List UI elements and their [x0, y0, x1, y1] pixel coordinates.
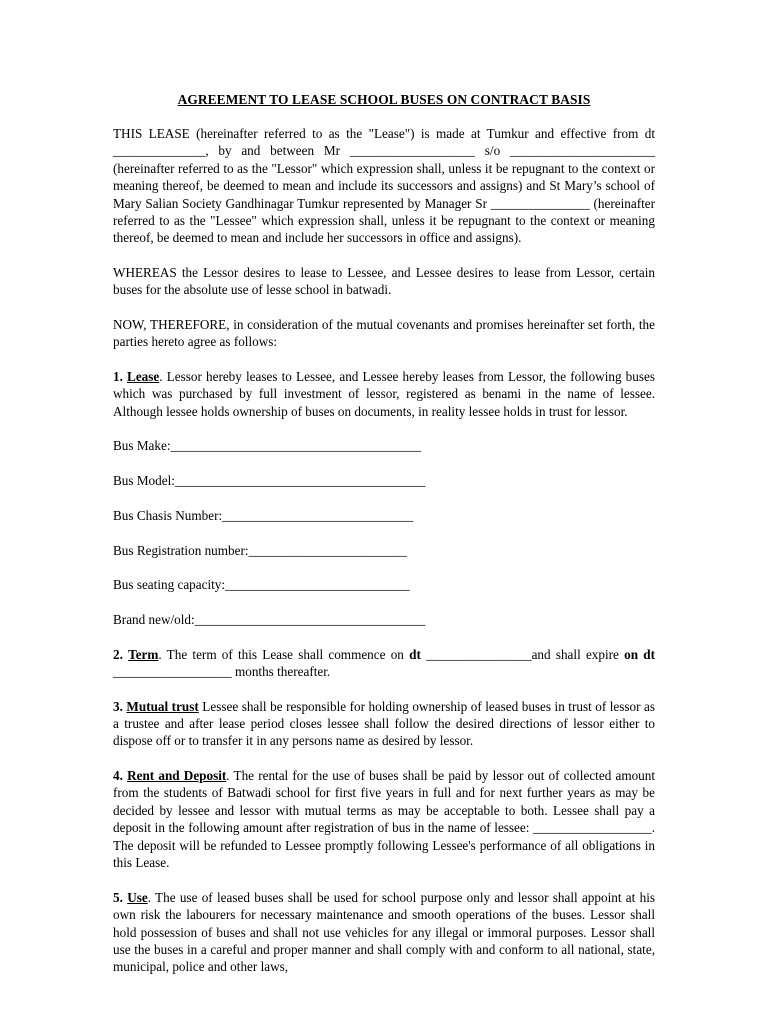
field-label: Bus Model:	[113, 473, 175, 489]
section-rent-and-deposit	[113, 767, 655, 871]
section-lease	[113, 368, 655, 420]
field-bus-registration-number	[113, 542, 655, 559]
section-number: 3.	[113, 698, 123, 714]
field-label: Bus Make:	[113, 438, 171, 454]
section-text: __________________ months thereafter.	[113, 664, 331, 680]
field-blank: ______________________________________	[174, 473, 426, 489]
field-label: Brand new/old:	[113, 611, 195, 627]
field-blank: ______________________________________	[170, 438, 422, 454]
section-number: 5.	[113, 889, 123, 905]
field-bus-make	[113, 437, 655, 454]
document-title: AGREEMENT TO LEASE SCHOOL BUSES ON CONTRACT BASIS	[177, 92, 591, 107]
whereas-paragraph: WHEREAS the Lessor desires to lease to Lessee, and Lessee desires to lease from Lessor, certain buses for the absolute use of lesse school in batwadi.	[113, 265, 655, 298]
field-label: Bus Chasis Number:	[113, 507, 223, 523]
intro-paragraph: THIS LEASE (hereinafter referred to as the "Lease") is made at Tumkur and effective from dt ______________, by and between Mr ___________________ s/o ______________________ (hereinafter referred to as the "Lessor" which expression shall, unless it be repugnant to the context or meaning thereof, be deemed to mean and include its successors and assigns) and St Mary’s school of Mary Salian Society Gandhinagar Tumkur represented by Manager Sr _______________ (hereinafter referred to as the "Lessee" which expression shall, unless it be repugnant to the context or meaning thereof, be deemed to mean and include her successors in office and assigns).	[113, 126, 655, 246]
section-heading: Lease	[127, 369, 160, 385]
section-text: . The term of this Lease shall commence on	[158, 646, 410, 662]
section-text: . Lessor hereby leases to Lessee, and Lessee hereby leases from Lessor, the following buses which was purchased by full investment of lessor, registered as benami in the name of lessee. Although lessee holds ownership of buses on documents, in reality lessee holds in trust for lessor.	[113, 369, 655, 419]
field-bus-seating-capacity	[113, 576, 655, 593]
section-text: ________________and shall expire	[420, 646, 625, 662]
section-bold-text: dt	[409, 646, 421, 662]
section-term	[113, 646, 655, 681]
section-heading: Use	[127, 889, 148, 905]
field-brand-new-old	[113, 611, 655, 628]
field-blank: _____________________________	[222, 507, 414, 523]
section-heading: Term	[128, 646, 159, 662]
field-blank: ____________________________	[225, 577, 410, 593]
section-use	[113, 889, 655, 976]
field-blank: ________________________	[248, 542, 407, 558]
section-number: 4.	[113, 768, 123, 784]
field-bus-chasis-number	[113, 507, 655, 524]
field-label: Bus Registration number:	[113, 542, 249, 558]
field-blank: ___________________________________	[194, 611, 426, 627]
section-text: . The rental for the use of buses shall be paid by lessor out of collected amount from the students of Batwadi school for first five years in full and for next further years as may be decided by lessee and lessor with mutual terms as may be acceptable to both. Lessee shall pay a deposit in the following amount after registration of bus in the name of lessee: __________________. The deposit will be refunded to Lessee promptly following Lessee's performance of all obligations in this Lease.	[113, 768, 656, 871]
field-label: Bus seating capacity:	[113, 577, 226, 593]
document-body	[113, 125, 655, 993]
section-text: . The use of leased buses shall be used for school purpose only and lessor shall appoint at his own risk the labourers for necessary maintenance and smooth operations of the buses. Lessor shall hold possession of buses and shall not use vehicles for any illegal or immoral purposes. Lessor shall use the buses in a careful and proper manner and shall comply with and conform to all national, state, municipal, police and other laws,	[113, 889, 656, 975]
now-therefore-paragraph: NOW, THEREFORE, in consideration of the mutual covenants and promises hereinafter set forth, the parties hereto agree as follows:	[113, 317, 655, 350]
section-heading: Mutual trust	[126, 698, 199, 714]
field-bus-model	[113, 472, 655, 489]
section-heading: Rent and Deposit	[127, 768, 227, 784]
section-bold-text: on dt	[624, 646, 655, 662]
section-number: 2.	[113, 646, 123, 662]
section-text: Lessee shall be responsible for holding ownership of leased buses in trust of lessor as a trustee and after lease period closes lessee shall follow the desired directions of lessor either to dispose off or to transfer it in any persons name as desired by lessor.	[113, 698, 656, 749]
section-number: 1.	[113, 369, 123, 385]
section-mutual-trust	[113, 698, 655, 750]
